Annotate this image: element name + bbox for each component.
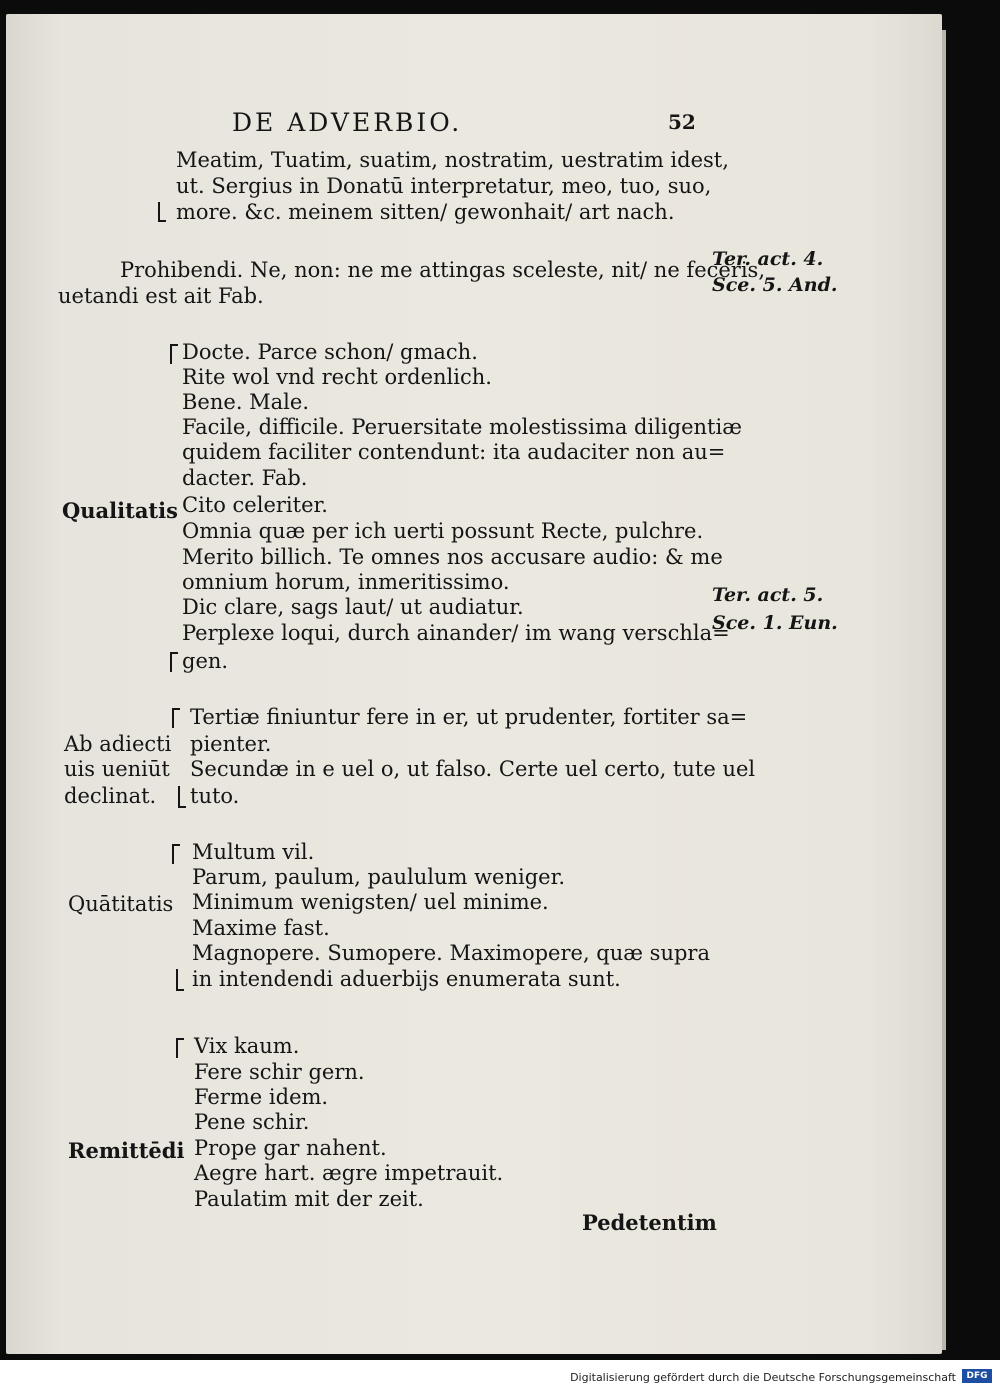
remittendi-line: Ferme idem. — [194, 1085, 329, 1109]
adiectivis-label: declinat. — [64, 784, 157, 808]
qualitatis-line: Perplexe loqui, durch ainander/ im wang verschla= — [182, 621, 730, 645]
remittendi-label: Remittēdi — [68, 1138, 185, 1163]
remittendi-line: Pene schir. — [194, 1110, 310, 1134]
adiectivis-line: pienter. — [190, 732, 272, 756]
quantitatis-label: Quātitatis — [68, 892, 174, 916]
page-number: 52 — [668, 110, 696, 134]
remittendi-line: Paulatim mit der zeit. — [194, 1187, 424, 1211]
prohibendi-line-1: Prohibendi. Ne, non: ne me attingas sceleste, nit/ ne feceris, — [120, 258, 766, 282]
qualitatis-label: Qualitatis — [62, 498, 178, 523]
intro-line-2: ut. Sergius in Donatū interpretatur, meo, tuo, suo, — [176, 174, 712, 198]
qualitatis-line: quidem faciliter contendunt: ita audaciter non au= — [182, 440, 726, 464]
bracket — [170, 652, 178, 672]
intro-line-1: Meatim, Tuatim, suatim, nostratim, uestratim idest, — [176, 148, 729, 172]
qualitatis-line: dacter. Fab. — [182, 466, 308, 490]
qualitatis-line: Omnia quæ per ich uerti possunt Recte, pulchre. — [182, 519, 704, 543]
book-page — [6, 14, 942, 1354]
qualitatis-line: Facile, difficile. Peruersitate molestissima diligentiæ — [182, 415, 742, 439]
prohibendi-line-2: uetandi est ait Fab. — [58, 284, 264, 308]
remittendi-line: Vix kaum. — [194, 1034, 300, 1058]
remittendi-line: Fere schir gern. — [194, 1060, 365, 1084]
margin-note: Ter. act. 5. — [712, 584, 824, 606]
bracket — [178, 786, 186, 808]
running-head: DE ADVERBIO. — [232, 108, 463, 137]
adiectivis-line: Secundæ in e uel o, ut falso. Certe uel certo, tute uel — [190, 757, 756, 781]
remittendi-line: Aegre hart. ægre impetrauit. — [194, 1161, 504, 1185]
adiectivis-label: Ab adiecti — [64, 732, 172, 756]
qualitatis-line: gen. — [182, 649, 229, 673]
remittendi-line: Prope gar nahent. — [194, 1136, 387, 1160]
qualitatis-line: Docte. Parce schon/ gmach. — [182, 340, 478, 364]
intro-line-3: more. &c. meinem sitten/ gewonhait/ art nach. — [176, 200, 675, 224]
bracket — [176, 969, 184, 991]
qualitatis-line: Cito celeriter. — [182, 493, 328, 517]
adiectivis-label: uis ueniūt — [64, 757, 170, 781]
qualitatis-line: Dic clare, sags laut/ ut audiatur. — [182, 595, 524, 619]
page-edge — [942, 30, 946, 1350]
footer-credit: Digitalisierung gefördert durch die Deutsche Forschungsgemeinschaft — [570, 1371, 956, 1384]
margin-note: Sce. 1. Eun. — [712, 612, 838, 634]
bracket — [172, 708, 180, 728]
quantitatis-line: in intendendi aduerbijs enumerata sunt. — [192, 967, 621, 991]
margin-note: Ter. act. 4. — [712, 248, 824, 270]
quantitatis-line: Minimum wenigsten/ uel minime. — [192, 890, 549, 914]
quantitatis-line: Multum vil. — [192, 840, 315, 864]
qualitatis-line: Bene. Male. — [182, 390, 310, 414]
quantitatis-line: Parum, paulum, paululum weniger. — [192, 865, 566, 889]
quantitatis-line: Maxime fast. — [192, 916, 330, 940]
adiectivis-line: Tertiæ finiuntur fere in er, ut prudenter, fortiter sa= — [190, 705, 748, 729]
margin-note: Sce. 5. And. — [712, 274, 838, 296]
bracket — [158, 202, 166, 222]
catchword: Pedetentim — [582, 1210, 717, 1235]
bracket — [170, 344, 178, 364]
bracket — [172, 844, 180, 864]
footer-bar — [0, 1365, 1000, 1389]
qualitatis-line: Rite wol vnd recht ordenlich. — [182, 365, 492, 389]
quantitatis-line: Magnopere. Sumopere. Maximopere, quæ supra — [192, 941, 710, 965]
bracket — [176, 1038, 184, 1058]
adiectivis-line: tuto. — [190, 784, 240, 808]
qualitatis-line: omnium horum, inmeritissimo. — [182, 570, 510, 594]
dfg-logo-icon: DFG — [962, 1369, 992, 1383]
qualitatis-line: Merito billich. Te omnes nos accusare audio: & me — [182, 545, 723, 569]
